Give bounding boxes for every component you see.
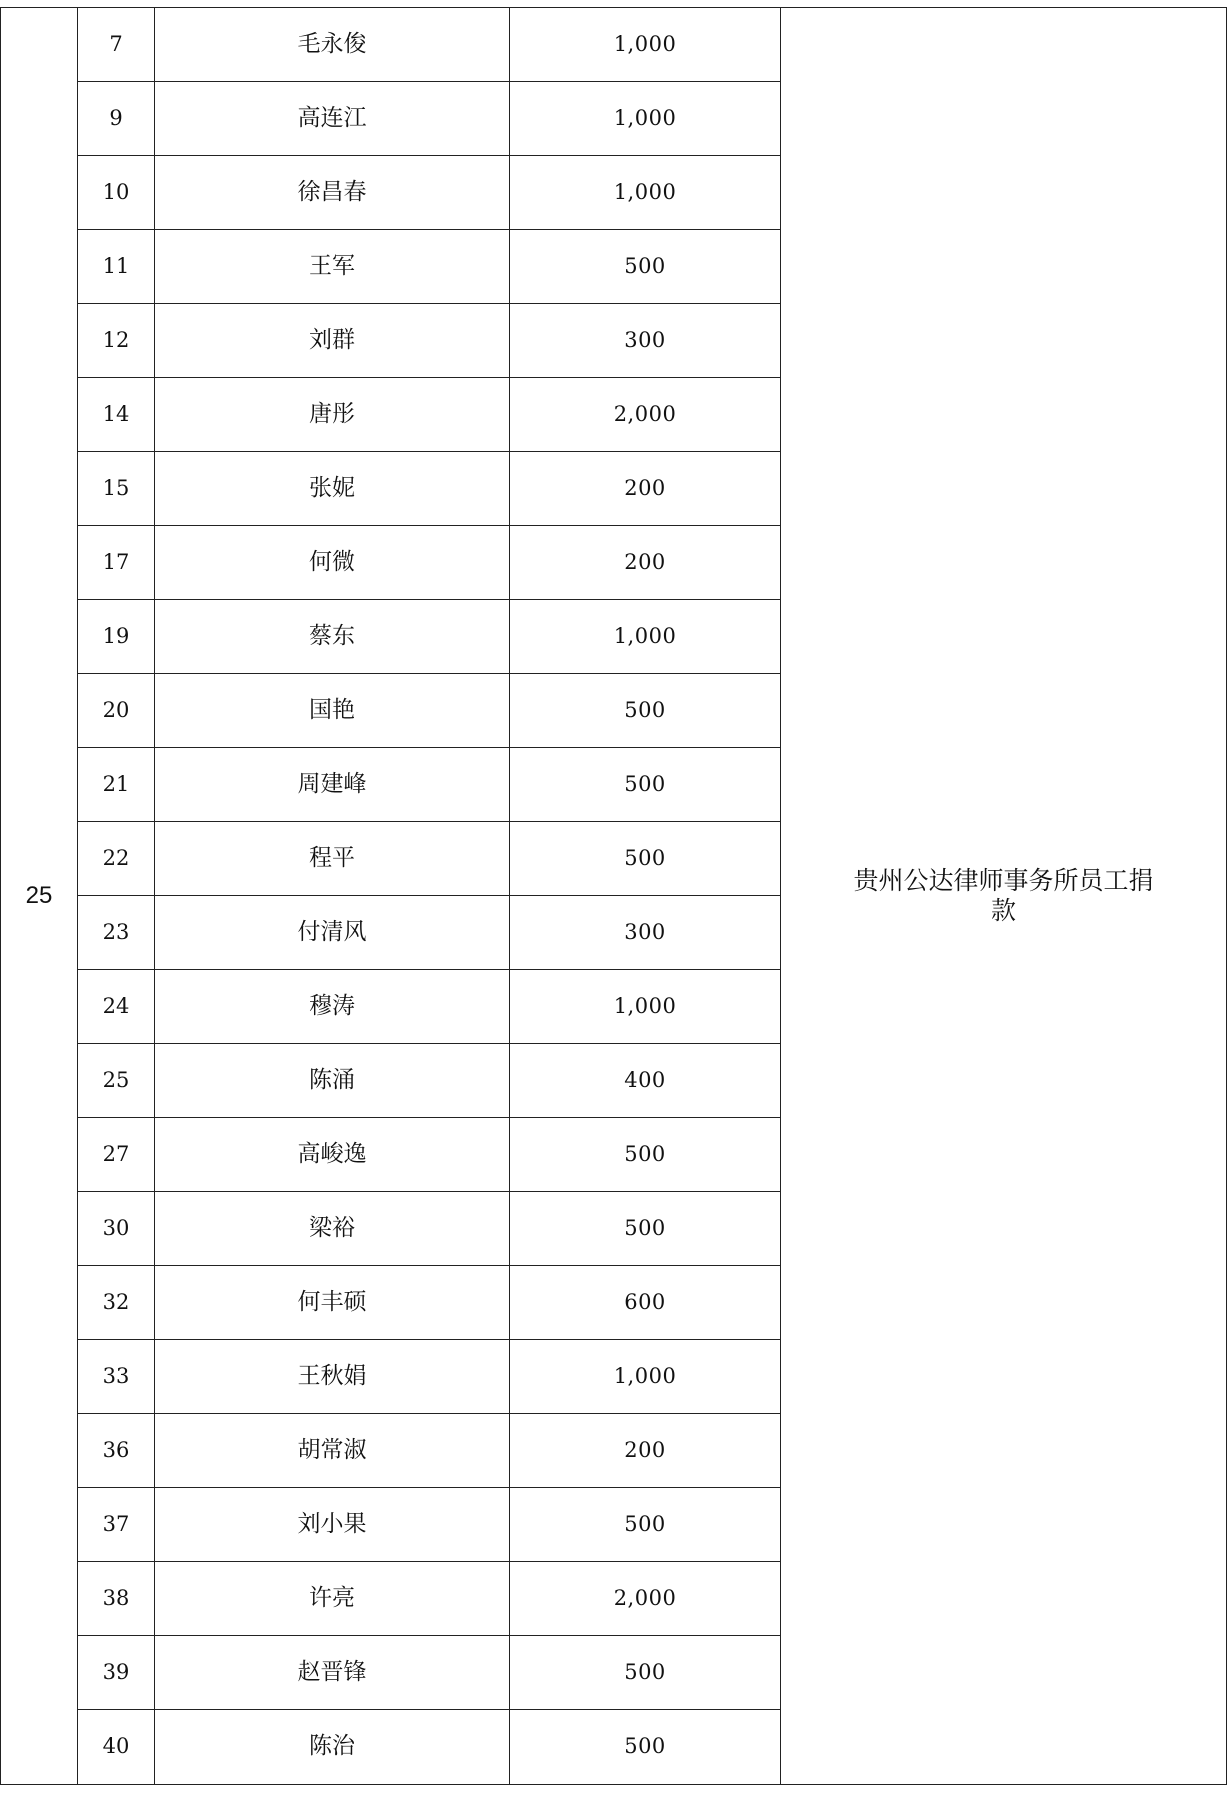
donor-name-cell: 张妮 [155,452,510,526]
group-number-cell: 25 [1,8,78,1785]
serial-number-cell: 40 [78,1710,155,1785]
donor-name-cell: 付清风 [155,896,510,970]
donation-amount-cell: 500 [510,1636,781,1710]
donor-name-cell: 许亮 [155,1562,510,1636]
serial-number-cell: 20 [78,674,155,748]
donor-name-cell: 赵晋锋 [155,1636,510,1710]
serial-number-cell: 37 [78,1488,155,1562]
donation-amount-cell: 2,000 [510,378,781,452]
donation-amount-cell: 1,000 [510,970,781,1044]
donation-amount-cell: 1,000 [510,600,781,674]
serial-number-cell: 11 [78,230,155,304]
donor-name-cell: 刘群 [155,304,510,378]
donor-name-cell: 穆涛 [155,970,510,1044]
donor-name-cell: 周建峰 [155,748,510,822]
serial-number-cell: 33 [78,1340,155,1414]
serial-number-cell: 30 [78,1192,155,1266]
donor-name-cell: 梁裕 [155,1192,510,1266]
serial-number-cell: 17 [78,526,155,600]
donor-name-cell: 何丰硕 [155,1266,510,1340]
serial-number-cell: 21 [78,748,155,822]
remark-cell [781,8,1227,1785]
serial-number-cell: 38 [78,1562,155,1636]
donation-amount-cell: 200 [510,452,781,526]
serial-number-cell: 39 [78,1636,155,1710]
donation-amount-cell: 500 [510,822,781,896]
donation-amount-cell: 200 [510,526,781,600]
donation-amount-cell: 400 [510,1044,781,1118]
donor-name-cell: 毛永俊 [155,8,510,82]
donation-amount-cell: 500 [510,748,781,822]
donor-name-cell: 蔡东 [155,600,510,674]
donor-name-cell: 高连江 [155,82,510,156]
serial-number-cell: 22 [78,822,155,896]
serial-number-cell: 19 [78,600,155,674]
donation-amount-cell: 500 [510,230,781,304]
donation-amount-cell: 300 [510,896,781,970]
donor-name-cell: 唐彤 [155,378,510,452]
donation-amount-cell: 1,000 [510,8,781,82]
donor-name-cell: 胡常淑 [155,1414,510,1488]
serial-number-cell: 27 [78,1118,155,1192]
table-row [1,8,1227,82]
serial-number-cell: 10 [78,156,155,230]
donation-amount-cell: 500 [510,1192,781,1266]
donation-amount-cell: 200 [510,1414,781,1488]
donor-name-cell: 王军 [155,230,510,304]
donation-amount-cell: 500 [510,1488,781,1562]
table-body [1,8,1227,1785]
serial-number-cell: 24 [78,970,155,1044]
donor-name-cell: 陈治 [155,1710,510,1785]
serial-number-cell: 15 [78,452,155,526]
donor-name-cell: 何微 [155,526,510,600]
donor-name-cell: 程平 [155,822,510,896]
remark-text: 贵州公达律师事务所员工捐款 [853,866,1154,925]
donation-amount-cell: 1,000 [510,156,781,230]
donation-amount-cell: 500 [510,674,781,748]
donation-amount-cell: 2,000 [510,1562,781,1636]
donation-amount-cell: 500 [510,1118,781,1192]
serial-number-cell: 12 [78,304,155,378]
serial-number-cell: 9 [78,82,155,156]
donation-amount-cell: 500 [510,1710,781,1785]
donation-table [0,7,1227,1785]
donation-amount-cell: 300 [510,304,781,378]
donor-name-cell: 陈涌 [155,1044,510,1118]
serial-number-cell: 23 [78,896,155,970]
donor-name-cell: 高峻逸 [155,1118,510,1192]
serial-number-cell: 7 [78,8,155,82]
donation-amount-cell: 1,000 [510,82,781,156]
serial-number-cell: 25 [78,1044,155,1118]
serial-number-cell: 14 [78,378,155,452]
donation-amount-cell: 600 [510,1266,781,1340]
donor-name-cell: 刘小果 [155,1488,510,1562]
donor-name-cell: 国艳 [155,674,510,748]
serial-number-cell: 36 [78,1414,155,1488]
serial-number-cell: 32 [78,1266,155,1340]
donor-name-cell: 徐昌春 [155,156,510,230]
donor-name-cell: 王秋娟 [155,1340,510,1414]
donation-amount-cell: 1,000 [510,1340,781,1414]
